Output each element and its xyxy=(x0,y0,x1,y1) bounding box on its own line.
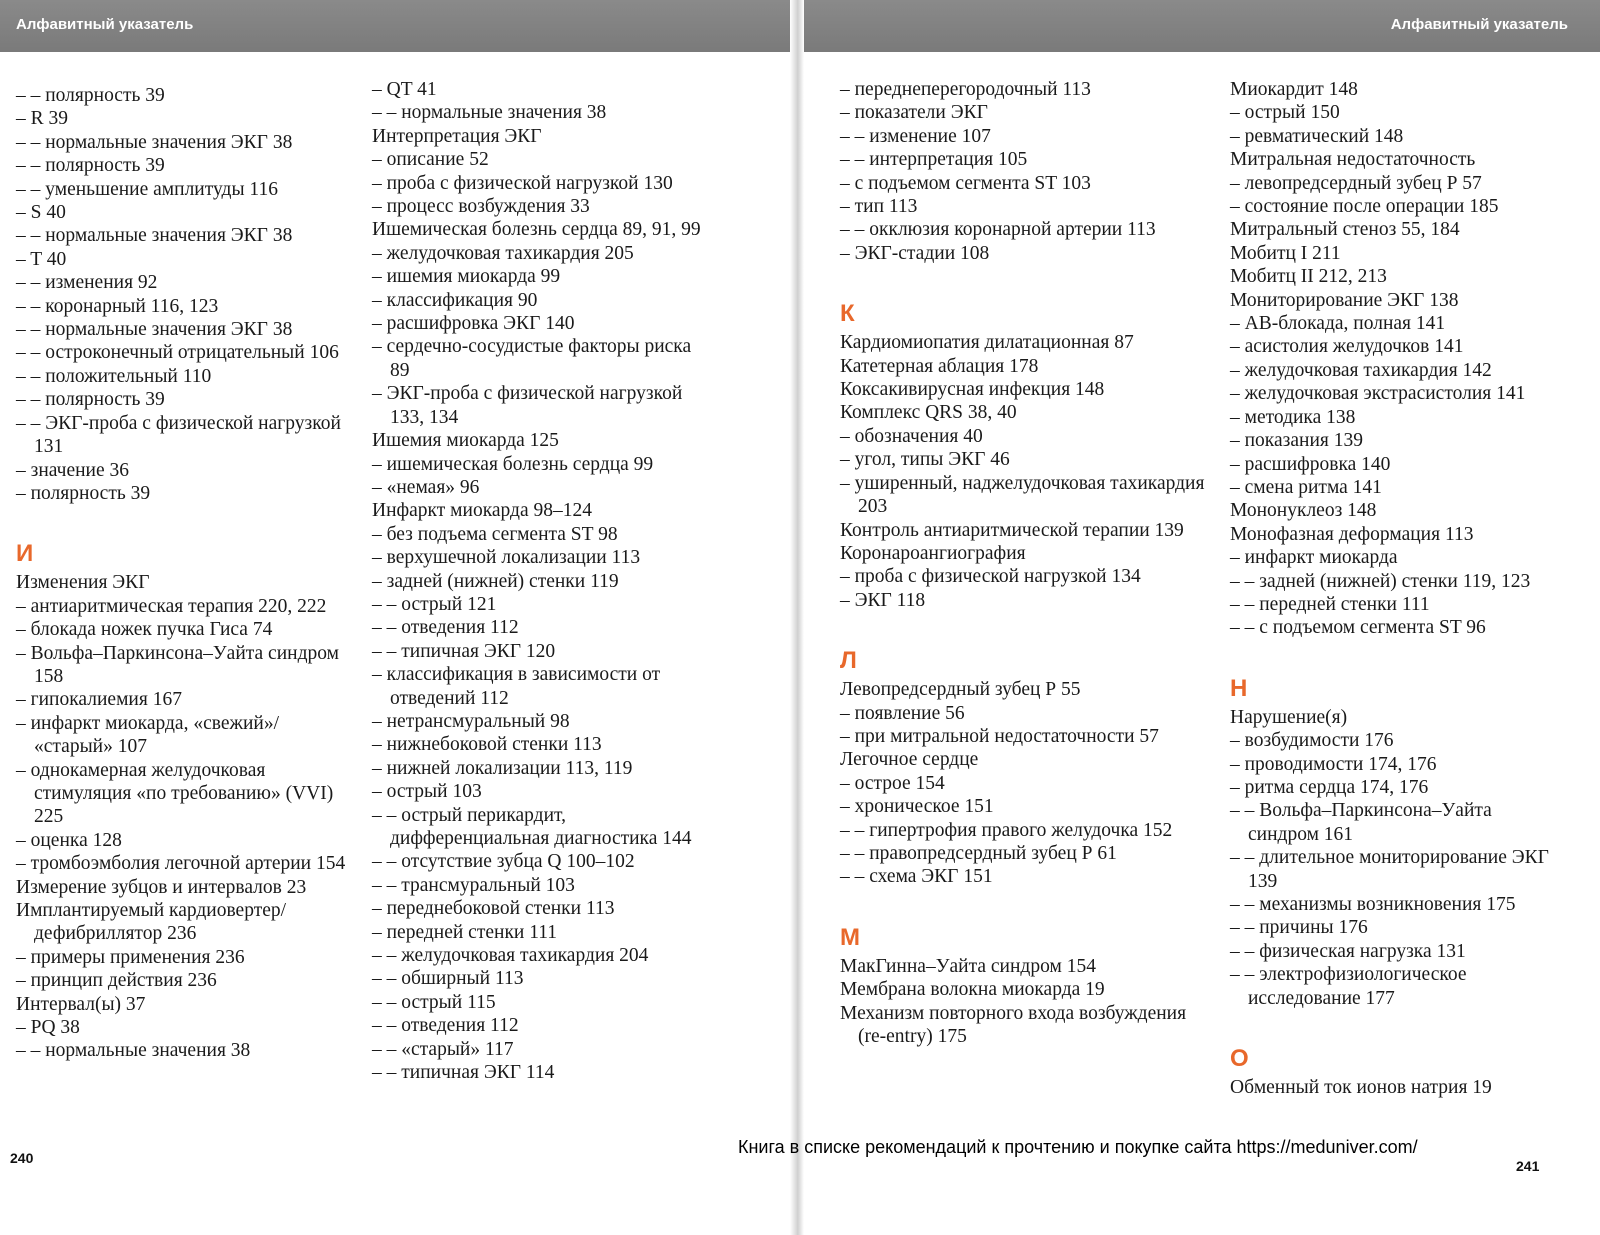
section-gap xyxy=(840,265,1210,299)
index-entry: – инфаркт миокарда xyxy=(1230,547,1398,569)
index-entry: – – Вольфа–Паркинсона–Уайта синдром 161 xyxy=(1230,800,1492,845)
page-number-right: 241 xyxy=(1516,1158,1540,1174)
index-entry: Митральный стеноз 55, 184 xyxy=(1230,219,1460,241)
index-entry: – желудочковая экстрасистолия 141 xyxy=(1230,383,1526,405)
index-entry: – – длительное мониторирование ЭКГ 139 xyxy=(1230,847,1549,892)
index-entry: – ревматический 148 xyxy=(1230,125,1404,147)
index-entry: – обозначения 40 xyxy=(840,425,983,447)
index-entry: – проводимости 174, 176 xyxy=(1230,753,1437,775)
footer-note: Книга в списке рекомендаций к прочтению и покупке сайта https://meduniver.com/ xyxy=(738,1137,1418,1157)
index-entry: Легочное сердце xyxy=(840,749,979,771)
section-letter: К xyxy=(840,300,855,328)
index-entry: – – острый 121 xyxy=(372,593,497,615)
index-entry: – – изменения 92 xyxy=(16,272,158,294)
index-entry: – показания 139 xyxy=(1230,430,1363,452)
index-entry: – – электрофизиологическое исследование 177 xyxy=(1230,964,1467,1009)
index-entry: – Вольфа–Паркинсона–Уайта синдром 158 xyxy=(16,642,339,687)
index-entry: Ишемия миокарда 125 xyxy=(372,430,559,452)
index-entry: Монофазная деформация 113 xyxy=(1230,523,1474,545)
section-gap xyxy=(1230,640,1560,674)
index-entry: – сердечно-сосудистые факторы риска 89 xyxy=(372,336,692,381)
index-entry: – показатели ЭКГ xyxy=(840,102,988,124)
index-entry: – – обширный 113 xyxy=(372,968,524,990)
section-letter: М xyxy=(840,923,860,951)
section-gap xyxy=(840,612,1210,646)
page-number-left: 240 xyxy=(10,1150,34,1166)
index-entry: – переднеперегородочный 113 xyxy=(840,79,1091,100)
index-entry: – появление 56 xyxy=(840,702,965,724)
index-entry: Механизм повторного входа возбуждения (re-entry) 175 xyxy=(840,1002,1187,1047)
index-entry: – – нормальные значения 38 xyxy=(372,102,607,124)
index-entry: – тип 113 xyxy=(840,196,918,218)
index-entry: – – с подъемом сегмента ST 96 xyxy=(1230,617,1486,639)
index-entry: – блокада ножек пучка Гиса 74 xyxy=(16,619,273,641)
left-header-title: Алфавитный указатель xyxy=(16,16,194,33)
index-entry: – – задней (нижней) стенки 119, 123 xyxy=(1230,570,1531,592)
index-entry: Обменный ток ионов натрия 19 xyxy=(1230,1077,1492,1099)
index-entry: Мобитц II 212, 213 xyxy=(1230,266,1387,288)
index-entry: Комплекс QRS 38, 40 xyxy=(840,402,1017,424)
index-entry: – тромбоэмболия легочной артерии 154 xyxy=(16,853,346,875)
index-entry: – – типичная ЭКГ 114 xyxy=(372,1062,555,1084)
index-entry: – – отсутствие зубца Q 100–102 xyxy=(372,851,635,873)
index-entry: Изменения ЭКГ xyxy=(16,572,150,594)
index-entry: – ЭКГ-проба с физической нагрузкой 133, 134 xyxy=(372,383,683,428)
index-entry: – полярность 39 xyxy=(16,482,151,504)
index-entry: – – передней стенки 111 xyxy=(1230,593,1430,615)
index-entry: Коронароангиография xyxy=(840,542,1026,564)
index-entry: – острое 154 xyxy=(840,772,945,794)
index-entry: – смена ритма 141 xyxy=(1230,476,1382,498)
left-page-header xyxy=(0,0,795,52)
index-entry: Миокардит 148 xyxy=(1230,79,1358,100)
index-entry: – верхушечной локализации 113 xyxy=(372,547,641,569)
index-column-4 xyxy=(1230,78,1560,1099)
index-entry: – PQ 38 xyxy=(16,1017,80,1039)
index-entry: – угол, типы ЭКГ 46 xyxy=(840,449,1010,471)
section-letter: Л xyxy=(840,647,857,675)
index-entry: – S 40 xyxy=(16,202,66,224)
index-entry: – желудочковая тахикардия 205 xyxy=(372,242,634,264)
index-entry: – – острый перикардит, дифференциальная диагностика 144 xyxy=(372,804,692,849)
index-entry: – R 39 xyxy=(16,108,69,130)
index-entry: – АВ-блокада, полная 141 xyxy=(1230,313,1446,335)
index-entry: – – механизмы возникновения 175 xyxy=(1230,894,1516,915)
index-entry: – – уменьшение амплитуды 116 xyxy=(16,178,278,200)
index-entry: – нижней локализации 113, 119 xyxy=(372,757,633,779)
index-entry: – при митральной недостаточности 57 xyxy=(840,725,1159,747)
index-entry: – желудочковая тахикардия 142 xyxy=(1230,359,1492,381)
index-entry: – – нормальные значения 38 xyxy=(16,1040,251,1062)
index-entry: Кардиомиопатия дилатационная 87 xyxy=(840,332,1134,354)
index-entry: – классификация в зависимости от отведений 112 xyxy=(372,664,661,709)
index-entry: – – изменение 107 xyxy=(840,125,991,147)
index-entry: – – нормальные значения ЭКГ 38 xyxy=(16,131,293,153)
index-entry: – процесс возбуждения 33 xyxy=(372,196,590,218)
index-entry: – – схема ЭКГ 151 xyxy=(840,866,993,888)
index-entry: – – отведения 112 xyxy=(372,1015,519,1037)
index-entry: – – интерпретация 105 xyxy=(840,149,1028,171)
index-entry: – ритма сердца 174, 176 xyxy=(1230,776,1429,798)
index-entry: – гипокалиемия 167 xyxy=(16,689,182,711)
book-gutter xyxy=(790,0,804,1235)
index-entry: – – острый 115 xyxy=(372,991,496,1013)
index-entry: Ишемическая болезнь сердца 89, 91, 99 xyxy=(372,219,701,241)
section-gap xyxy=(16,505,356,539)
index-entry: Коксакивирусная инфекция 148 xyxy=(840,379,1105,401)
section-letter: Н xyxy=(1230,674,1248,702)
index-entry: – – положительный 110 xyxy=(16,365,212,387)
section-gap xyxy=(1230,1010,1560,1044)
index-entry: – расшифровка ЭКГ 140 xyxy=(372,313,575,335)
index-entry: – ишемия миокарда 99 xyxy=(372,266,561,288)
index-entry: – – нормальные значения ЭКГ 38 xyxy=(16,225,293,247)
index-entry: – – желудочковая тахикардия 204 xyxy=(372,945,649,967)
index-entry: – – нормальные значения ЭКГ 38 xyxy=(16,319,293,341)
index-column-1 xyxy=(16,84,356,1063)
index-entry: – хроническое 151 xyxy=(840,796,994,818)
section-letter: О xyxy=(1230,1045,1249,1073)
index-entry: – значение 36 xyxy=(16,459,130,481)
index-entry: Катетерная аблация 178 xyxy=(840,355,1039,377)
index-entry: – ишемическая болезнь сердца 99 xyxy=(372,453,654,475)
index-entry: – уширенный, наджелудочковая тахикардия 203 xyxy=(840,472,1205,518)
index-entry: – нижнебоковой стенки 113 xyxy=(372,734,602,756)
index-column-2 xyxy=(372,78,702,1084)
index-entry: – острый 103 xyxy=(372,781,482,803)
index-entry: – примеры применения 236 xyxy=(16,946,245,968)
index-entry: – – гипертрофия правого желудочка 152 xyxy=(840,819,1173,841)
index-entry: – – остроконечный отрицательный 106 xyxy=(16,342,339,364)
index-entry: – – причины 176 xyxy=(1230,917,1368,939)
index-entry: МакГинна–Уайта синдром 154 xyxy=(840,955,1096,977)
index-entry: – – типичная ЭКГ 120 xyxy=(372,640,556,662)
index-entry: – антиаритмическая терапия 220, 222 xyxy=(16,595,327,617)
index-entry: – QT 41 xyxy=(372,79,437,100)
index-entry: – классификация 90 xyxy=(372,289,538,311)
right-page-header xyxy=(797,0,1600,52)
index-entry: – инфаркт миокарда, «свежий»/ «старый» 107 xyxy=(16,712,279,758)
index-entry: – без подъема сегмента ST 98 xyxy=(372,523,618,545)
index-entry: – принцип действия 236 xyxy=(16,970,217,992)
index-entry: – с подъемом сегмента ST 103 xyxy=(840,172,1091,194)
index-entry: – оценка 128 xyxy=(16,829,122,851)
index-entry: Мобитц I 211 xyxy=(1230,242,1341,264)
index-entry: – проба с физической нагрузкой 134 xyxy=(840,566,1141,588)
index-entry: – – полярность 39 xyxy=(16,389,165,411)
index-entry: – задней (нижней) стенки 119 xyxy=(372,570,619,592)
index-entry: – ЭКГ-стадии 108 xyxy=(840,242,990,264)
index-entry: Интерпретация ЭКГ xyxy=(372,125,542,147)
index-entry: – проба с физической нагрузкой 130 xyxy=(372,172,673,194)
index-entry: Измерение зубцов и интервалов 23 xyxy=(16,876,307,898)
index-entry: – – трансмуральный 103 xyxy=(372,874,575,896)
index-entry: – – окклюзия коронарной артерии 113 xyxy=(840,219,1156,241)
index-column-3 xyxy=(840,78,1210,1048)
index-entry: – – «старый» 117 xyxy=(372,1038,514,1060)
index-entry: – расшифровка 140 xyxy=(1230,453,1391,475)
index-entry: – переднебоковой стенки 113 xyxy=(372,898,615,920)
index-entry: – асистолия желудочков 141 xyxy=(1230,336,1464,358)
index-entry: Митральная недостаточность xyxy=(1230,149,1476,171)
index-entry: Имплантируемый кардиовертер/ дефибриллятор 236 xyxy=(16,900,287,945)
index-entry: Мононуклеоз 148 xyxy=(1230,500,1377,522)
index-entry: – однокамерная желудочковая стимуляция «по требованию» (VVI) 225 xyxy=(16,759,334,828)
index-entry: – описание 52 xyxy=(372,149,489,171)
index-entry: – левопредсердный зубец Р 57 xyxy=(1230,172,1482,194)
index-entry: – – полярность 39 xyxy=(16,85,165,106)
section-gap xyxy=(840,889,1210,923)
index-entry: – нетрансмуральный 98 xyxy=(372,710,570,732)
index-entry: Мембрана волокна миокарда 19 xyxy=(840,979,1105,1001)
index-entry: – острый 150 xyxy=(1230,102,1340,124)
right-header-title: Алфавитный указатель xyxy=(1390,16,1568,33)
index-entry: – – правопредсердный зубец Р 61 xyxy=(840,842,1117,864)
index-entry: Левопредсердный зубец Р 55 xyxy=(840,679,1081,701)
index-entry: – – полярность 39 xyxy=(16,155,165,177)
index-entry: Нарушение(я) xyxy=(1230,706,1348,728)
index-entry: – – коронарный 116, 123 xyxy=(16,295,219,317)
index-entry: Мониторирование ЭКГ 138 xyxy=(1230,289,1459,311)
index-entry: – передней стенки 111 xyxy=(372,921,558,943)
index-entry: – методика 138 xyxy=(1230,406,1356,428)
index-entry: Инфаркт миокарда 98–124 xyxy=(372,500,592,522)
index-entry: – T 40 xyxy=(16,248,67,270)
index-entry: – состояние после операции 185 xyxy=(1230,196,1499,218)
index-entry: – – отведения 112 xyxy=(372,617,519,639)
index-entry: – – ЭКГ-проба с физической нагрузкой 131 xyxy=(16,412,341,458)
section-letter: И xyxy=(16,540,34,568)
index-entry: Контроль антиаритмической терапии 139 xyxy=(840,519,1184,541)
index-entry: Интервал(ы) 37 xyxy=(16,993,146,1015)
index-entry: – «немая» 96 xyxy=(372,476,480,498)
index-entry: – ЭКГ 118 xyxy=(840,589,926,611)
index-entry: – – физическая нагрузка 131 xyxy=(1230,940,1466,962)
index-entry: – возбудимости 176 xyxy=(1230,730,1394,752)
